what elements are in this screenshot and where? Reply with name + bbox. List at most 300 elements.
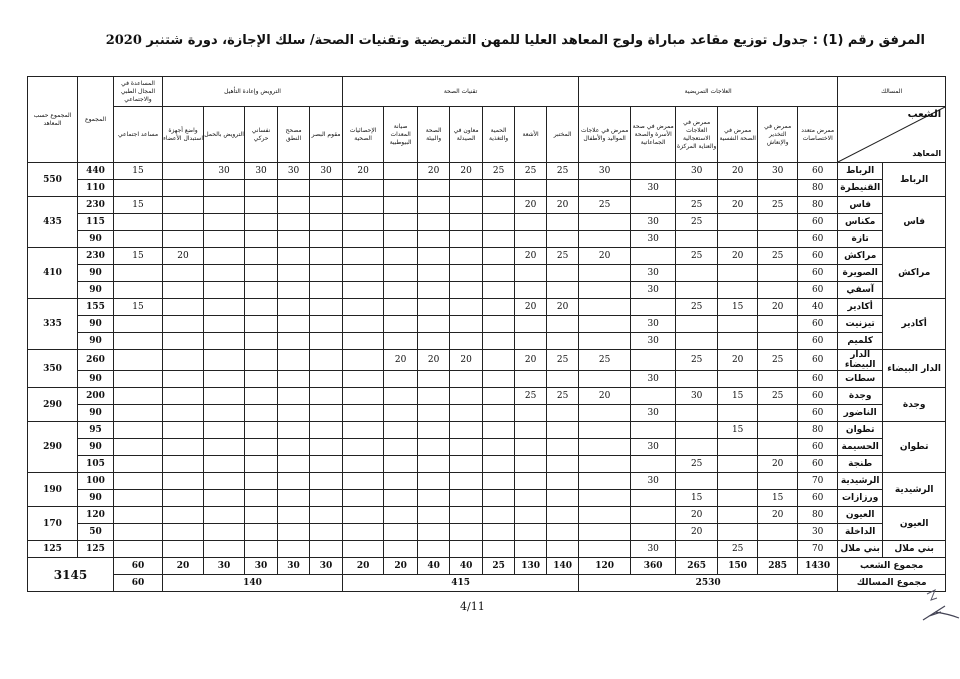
rehab-seat-cell bbox=[163, 197, 204, 214]
health-tech-seat-cell bbox=[384, 299, 418, 316]
health-tech-seat-cell bbox=[343, 265, 384, 282]
rehab-seat-cell bbox=[278, 333, 310, 350]
nursing-seat-cell: 25 bbox=[676, 197, 718, 214]
nursing-seat-cell bbox=[579, 405, 631, 422]
row-total-cell: 260 bbox=[78, 350, 114, 371]
health-tech-seat-cell bbox=[343, 231, 384, 248]
social-seat-cell bbox=[114, 180, 163, 197]
health-tech-branch-total: 20 bbox=[343, 558, 384, 575]
nursing-seat-cell: 20 bbox=[758, 299, 798, 316]
institute-cell: الحسيمة bbox=[838, 439, 883, 456]
nursing-seat-cell bbox=[718, 371, 758, 388]
nursing-seat-cell bbox=[631, 248, 676, 265]
health-tech-seat-cell bbox=[384, 333, 418, 350]
rehab-seat-cell bbox=[310, 473, 343, 490]
nursing-seat-cell: 20 bbox=[676, 524, 718, 541]
nursing-seat-cell bbox=[631, 350, 676, 371]
nursing-seat-cell: 80 bbox=[798, 197, 838, 214]
health-tech-seat-cell bbox=[515, 316, 547, 333]
health-tech-seat-cell bbox=[450, 490, 483, 507]
nursing-seat-cell bbox=[758, 473, 798, 490]
health-tech-seat-cell: 25 bbox=[547, 248, 579, 265]
table-row bbox=[28, 214, 946, 231]
nursing-seat-cell: 25 bbox=[676, 214, 718, 231]
rehab-seat-cell bbox=[163, 541, 204, 558]
region-cell: العيون bbox=[883, 507, 946, 541]
nursing-seat-cell: 20 bbox=[718, 350, 758, 371]
rehab-seat-cell bbox=[278, 541, 310, 558]
health-tech-seat-cell bbox=[483, 541, 515, 558]
column-header-social: مساعد اجتماعي bbox=[114, 107, 163, 163]
nursing-seat-cell bbox=[718, 507, 758, 524]
rehab-seat-cell bbox=[204, 231, 245, 248]
rehab-seat-cell bbox=[310, 316, 343, 333]
nursing-seat-cell: 30 bbox=[631, 282, 676, 299]
health-tech-seat-cell bbox=[343, 541, 384, 558]
nursing-seat-cell: 30 bbox=[631, 439, 676, 456]
rehab-group-header: الترويض وإعادة التأهيل bbox=[163, 77, 343, 107]
institute-total-cell: 410 bbox=[28, 248, 78, 299]
health-tech-seat-cell: 20 bbox=[450, 163, 483, 180]
nursing-seat-cell: 25 bbox=[758, 388, 798, 405]
health-tech-seat-cell bbox=[384, 422, 418, 439]
branch-label: الشعب bbox=[907, 109, 942, 120]
health-tech-seat-cell bbox=[343, 214, 384, 231]
rehab-seat-cell bbox=[245, 333, 278, 350]
rehab-seat-cell bbox=[204, 371, 245, 388]
rehab-seat-cell bbox=[163, 507, 204, 524]
nursing-seat-cell: 30 bbox=[631, 333, 676, 350]
rehab-seat-cell bbox=[204, 197, 245, 214]
health-tech-seat-cell bbox=[418, 524, 450, 541]
health-tech-seat-cell bbox=[384, 473, 418, 490]
nursing-seat-cell: 30 bbox=[631, 214, 676, 231]
social-seat-cell bbox=[114, 490, 163, 507]
health-tech-seat-cell bbox=[450, 197, 483, 214]
rehab-seat-cell bbox=[245, 439, 278, 456]
nursing-seat-cell bbox=[631, 197, 676, 214]
nursing-seat-cell: 30 bbox=[631, 405, 676, 422]
rehab-seat-cell bbox=[245, 231, 278, 248]
rehab-seat-cell bbox=[163, 439, 204, 456]
health-tech-seat-cell bbox=[418, 473, 450, 490]
nursing-seat-cell bbox=[579, 214, 631, 231]
region-cell: وجدة bbox=[883, 388, 946, 422]
health-tech-seat-cell bbox=[418, 333, 450, 350]
health-tech-seat-cell bbox=[418, 388, 450, 405]
row-total-cell: 90 bbox=[78, 316, 114, 333]
rehab-seat-cell bbox=[245, 473, 278, 490]
nursing-branch-total: 285 bbox=[758, 558, 798, 575]
branch-totals-row bbox=[28, 558, 946, 575]
institute-total-cell: 125 bbox=[28, 541, 78, 558]
column-header-nursing: ممرض في صحة الأسرة والصحة الجماعاتية bbox=[631, 107, 676, 163]
track-totals-row bbox=[28, 575, 946, 592]
health-tech-seat-cell bbox=[343, 316, 384, 333]
column-header-rehab: مصحح النطق bbox=[278, 107, 310, 163]
nursing-seat-cell bbox=[631, 524, 676, 541]
rehab-seat-cell bbox=[310, 422, 343, 439]
health-tech-seat-cell bbox=[418, 248, 450, 265]
row-total-cell: 230 bbox=[78, 197, 114, 214]
social-seat-cell bbox=[114, 524, 163, 541]
nursing-seat-cell bbox=[579, 316, 631, 333]
row-total-cell: 100 bbox=[78, 473, 114, 490]
health-tech-seat-cell: 25 bbox=[515, 388, 547, 405]
health-tech-seat-cell bbox=[384, 456, 418, 473]
column-header-health-tech: الإحصائيات الصحية bbox=[343, 107, 384, 163]
rehab-seat-cell bbox=[245, 456, 278, 473]
social-seat-cell: 15 bbox=[114, 197, 163, 214]
health-tech-seat-cell bbox=[450, 541, 483, 558]
health-tech-seat-cell bbox=[418, 180, 450, 197]
health-tech-seat-cell bbox=[515, 282, 547, 299]
health-tech-seat-cell: 20 bbox=[343, 163, 384, 180]
health-tech-seat-cell bbox=[515, 541, 547, 558]
row-total-cell: 90 bbox=[78, 265, 114, 282]
row-total-cell: 90 bbox=[78, 439, 114, 456]
nursing-seat-cell: 20 bbox=[718, 197, 758, 214]
table-row bbox=[28, 388, 946, 405]
table-row bbox=[28, 473, 946, 490]
health-tech-seat-cell bbox=[418, 439, 450, 456]
health-tech-seat-cell bbox=[547, 541, 579, 558]
rehab-seat-cell bbox=[204, 388, 245, 405]
health-tech-seat-cell bbox=[384, 388, 418, 405]
nursing-seat-cell: 20 bbox=[718, 163, 758, 180]
column-header-nursing: ممرض في الصحة النفسية bbox=[718, 107, 758, 163]
nursing-seat-cell bbox=[758, 265, 798, 282]
rehab-seat-cell bbox=[278, 405, 310, 422]
nursing-seat-cell: 60 bbox=[798, 371, 838, 388]
institute-cell: الرباط bbox=[838, 163, 883, 180]
row-total-cell: 155 bbox=[78, 299, 114, 316]
institute-cell: سطات bbox=[838, 371, 883, 388]
nursing-seat-cell bbox=[718, 316, 758, 333]
nursing-seat-cell bbox=[579, 456, 631, 473]
rehab-seat-cell bbox=[163, 316, 204, 333]
health-tech-seat-cell bbox=[343, 439, 384, 456]
health-tech-seat-cell bbox=[418, 456, 450, 473]
rehab-seat-cell bbox=[163, 388, 204, 405]
institute-cell: القنيطرة bbox=[838, 180, 883, 197]
region-cell: أكادير bbox=[883, 299, 946, 350]
rehab-seat-cell bbox=[310, 490, 343, 507]
rehab-branch-total: 30 bbox=[310, 558, 343, 575]
column-header-nursing: ممرض متعدد الاختصاصات bbox=[798, 107, 838, 163]
health-tech-seat-cell bbox=[547, 422, 579, 439]
rehab-seat-cell bbox=[245, 316, 278, 333]
rehab-seat-cell bbox=[278, 507, 310, 524]
social-seat-cell: 15 bbox=[114, 299, 163, 316]
column-header-health-tech: الأشعة bbox=[515, 107, 547, 163]
health-tech-seat-cell bbox=[343, 197, 384, 214]
health-tech-seat-cell bbox=[450, 405, 483, 422]
nursing-seat-cell: 20 bbox=[676, 507, 718, 524]
health-tech-seat-cell bbox=[515, 524, 547, 541]
health-tech-seat-cell: 20 bbox=[515, 248, 547, 265]
health-tech-seat-cell bbox=[418, 265, 450, 282]
institute-cell: مراكش bbox=[838, 248, 883, 265]
health-tech-seat-cell bbox=[483, 197, 515, 214]
rehab-branch-total: 30 bbox=[204, 558, 245, 575]
row-total-cell: 115 bbox=[78, 214, 114, 231]
rehab-seat-cell bbox=[310, 197, 343, 214]
health-tech-seat-cell bbox=[418, 214, 450, 231]
track-totals-label: مجموع المسالك bbox=[838, 575, 946, 592]
health-tech-seat-cell bbox=[418, 541, 450, 558]
rehab-seat-cell bbox=[245, 299, 278, 316]
nursing-seat-cell bbox=[579, 422, 631, 439]
nursing-seat-cell bbox=[758, 371, 798, 388]
health-tech-seat-cell bbox=[483, 405, 515, 422]
health-tech-track-total: 415 bbox=[343, 575, 579, 592]
row-total-cell: 440 bbox=[78, 163, 114, 180]
nursing-seat-cell: 60 bbox=[798, 439, 838, 456]
health-tech-seat-cell bbox=[547, 282, 579, 299]
rehab-seat-cell bbox=[245, 388, 278, 405]
nursing-seat-cell: 30 bbox=[676, 163, 718, 180]
social-group-header: المساعدة في المجال الطبي والاجتماعي bbox=[114, 77, 163, 107]
health-tech-seat-cell bbox=[515, 439, 547, 456]
rehab-seat-cell bbox=[278, 371, 310, 388]
rehab-seat-cell bbox=[278, 524, 310, 541]
institute-cell: الداخلة bbox=[838, 524, 883, 541]
health-tech-seat-cell bbox=[450, 388, 483, 405]
institute-cell: الصويرة bbox=[838, 265, 883, 282]
health-tech-branch-total: 25 bbox=[483, 558, 515, 575]
rehab-track-total: 140 bbox=[163, 575, 343, 592]
health-tech-seat-cell bbox=[547, 456, 579, 473]
health-tech-seat-cell bbox=[483, 507, 515, 524]
rehab-seat-cell bbox=[163, 350, 204, 371]
nursing-seat-cell bbox=[676, 422, 718, 439]
nursing-seat-cell: 70 bbox=[798, 473, 838, 490]
nursing-seat-cell: 80 bbox=[798, 507, 838, 524]
nursing-seat-cell bbox=[676, 541, 718, 558]
table-row bbox=[28, 507, 946, 524]
social-seat-cell bbox=[114, 371, 163, 388]
nursing-seat-cell bbox=[758, 231, 798, 248]
rehab-seat-cell bbox=[310, 180, 343, 197]
health-tech-seat-cell bbox=[547, 405, 579, 422]
table-row bbox=[28, 163, 946, 180]
health-tech-seat-cell bbox=[384, 231, 418, 248]
health-tech-seat-cell bbox=[515, 422, 547, 439]
health-tech-seat-cell bbox=[547, 473, 579, 490]
social-seat-cell bbox=[114, 507, 163, 524]
nursing-seat-cell bbox=[579, 282, 631, 299]
rehab-seat-cell: 30 bbox=[204, 163, 245, 180]
rehab-seat-cell bbox=[310, 248, 343, 265]
nursing-seat-cell bbox=[579, 439, 631, 456]
nursing-seat-cell: 30 bbox=[631, 541, 676, 558]
table-row bbox=[28, 299, 946, 316]
nursing-seat-cell: 60 bbox=[798, 490, 838, 507]
nursing-seat-cell: 30 bbox=[631, 473, 676, 490]
nursing-seat-cell bbox=[676, 473, 718, 490]
health-tech-seat-cell bbox=[483, 524, 515, 541]
region-cell: فاس bbox=[883, 197, 946, 248]
nursing-seat-cell: 60 bbox=[798, 231, 838, 248]
health-tech-seat-cell bbox=[384, 180, 418, 197]
column-header-nursing: ممرض في العلاجات الاستعجالية والعناية المركزة bbox=[676, 107, 718, 163]
column-header-nursing: ممرض في التخدير والإنعاش bbox=[758, 107, 798, 163]
health-tech-seat-cell bbox=[384, 282, 418, 299]
social-track-total: 60 bbox=[114, 575, 163, 592]
health-tech-seat-cell bbox=[384, 371, 418, 388]
row-total-cell: 200 bbox=[78, 388, 114, 405]
rehab-seat-cell bbox=[245, 180, 278, 197]
table-row bbox=[28, 316, 946, 333]
institute-cell: تطوان bbox=[838, 422, 883, 439]
health-tech-seat-cell bbox=[343, 388, 384, 405]
rehab-seat-cell bbox=[163, 371, 204, 388]
health-tech-seat-cell bbox=[450, 524, 483, 541]
rehab-seat-cell bbox=[278, 231, 310, 248]
health-tech-seat-cell bbox=[384, 197, 418, 214]
institute-total-cell: 335 bbox=[28, 299, 78, 350]
health-tech-seat-cell bbox=[515, 180, 547, 197]
nursing-seat-cell bbox=[758, 333, 798, 350]
nursing-seat-cell: 30 bbox=[758, 163, 798, 180]
rehab-seat-cell bbox=[278, 214, 310, 231]
rehab-branch-total: 30 bbox=[245, 558, 278, 575]
nursing-seat-cell: 30 bbox=[798, 524, 838, 541]
nursing-seat-cell bbox=[758, 439, 798, 456]
nursing-seat-cell bbox=[631, 163, 676, 180]
nursing-seat-cell: 60 bbox=[798, 316, 838, 333]
social-seat-cell bbox=[114, 388, 163, 405]
social-seat-cell bbox=[114, 473, 163, 490]
health-tech-seat-cell bbox=[343, 333, 384, 350]
nursing-seat-cell bbox=[718, 490, 758, 507]
nursing-seat-cell bbox=[631, 490, 676, 507]
column-header-nursing: ممرض في علاجات المواليد والأطفال bbox=[579, 107, 631, 163]
rehab-seat-cell bbox=[163, 524, 204, 541]
table-row bbox=[28, 282, 946, 299]
nursing-seat-cell bbox=[579, 507, 631, 524]
rehab-seat-cell bbox=[245, 214, 278, 231]
rehab-seat-cell bbox=[204, 282, 245, 299]
region-cell: الدار البيضاء bbox=[883, 350, 946, 388]
table-row bbox=[28, 422, 946, 439]
rehab-seat-cell bbox=[163, 473, 204, 490]
health-tech-seat-cell bbox=[343, 473, 384, 490]
health-tech-branch-total: 130 bbox=[515, 558, 547, 575]
rehab-seat-cell bbox=[204, 541, 245, 558]
rehab-seat-cell bbox=[278, 422, 310, 439]
nursing-seat-cell bbox=[676, 231, 718, 248]
nursing-seat-cell bbox=[579, 231, 631, 248]
institute-cell: وجدة bbox=[838, 388, 883, 405]
nursing-seat-cell bbox=[579, 473, 631, 490]
nursing-seat-cell: 20 bbox=[579, 388, 631, 405]
nursing-seat-cell: 60 bbox=[798, 265, 838, 282]
nursing-seat-cell: 25 bbox=[676, 248, 718, 265]
nursing-seat-cell: 25 bbox=[758, 197, 798, 214]
row-total-cell: 110 bbox=[78, 180, 114, 197]
nursing-seat-cell: 15 bbox=[718, 299, 758, 316]
rehab-seat-cell bbox=[163, 265, 204, 282]
health-tech-seat-cell: 25 bbox=[547, 163, 579, 180]
table-row bbox=[28, 524, 946, 541]
health-tech-branch-total: 140 bbox=[547, 558, 579, 575]
institute-total-cell: 170 bbox=[28, 507, 78, 541]
rehab-seat-cell bbox=[163, 456, 204, 473]
rehab-seat-cell bbox=[204, 456, 245, 473]
health-tech-seat-cell bbox=[450, 422, 483, 439]
institute-cell: العيون bbox=[838, 507, 883, 524]
institute-cell: الرشيدية bbox=[838, 473, 883, 490]
region-cell: الرشيدية bbox=[883, 473, 946, 507]
health-tech-seat-cell bbox=[547, 507, 579, 524]
institute-cell: الدار البيضاء bbox=[838, 350, 883, 371]
health-tech-seat-cell bbox=[450, 248, 483, 265]
rehab-seat-cell bbox=[310, 282, 343, 299]
rehab-seat-cell bbox=[278, 265, 310, 282]
health-tech-seat-cell bbox=[515, 456, 547, 473]
region-header: المسالك bbox=[838, 77, 946, 107]
health-tech-seat-cell bbox=[450, 473, 483, 490]
health-tech-branch-total: 40 bbox=[450, 558, 483, 575]
row-total-cell: 95 bbox=[78, 422, 114, 439]
total-by-institute-header: المجموع حسب المعاهد bbox=[28, 77, 78, 163]
nursing-seat-cell bbox=[718, 282, 758, 299]
nursing-seat-cell bbox=[718, 231, 758, 248]
nursing-seat-cell bbox=[631, 422, 676, 439]
health-tech-seat-cell bbox=[384, 214, 418, 231]
nursing-seat-cell: 40 bbox=[798, 299, 838, 316]
nursing-seat-cell: 15 bbox=[718, 422, 758, 439]
nursing-seat-cell bbox=[758, 316, 798, 333]
health-tech-seat-cell bbox=[384, 163, 418, 180]
health-tech-seat-cell bbox=[343, 524, 384, 541]
nursing-seat-cell bbox=[718, 265, 758, 282]
health-tech-seat-cell bbox=[384, 248, 418, 265]
social-seat-cell: 15 bbox=[114, 248, 163, 265]
row-total-cell: 90 bbox=[78, 490, 114, 507]
grand-total-cell: 3145 bbox=[28, 558, 114, 592]
table-row bbox=[28, 231, 946, 248]
rehab-seat-cell bbox=[310, 507, 343, 524]
rehab-seat-cell bbox=[310, 439, 343, 456]
health-tech-seat-cell bbox=[547, 180, 579, 197]
rehab-seat-cell bbox=[310, 265, 343, 282]
health-tech-seat-cell bbox=[450, 439, 483, 456]
table-row bbox=[28, 180, 946, 197]
nursing-seat-cell: 25 bbox=[579, 197, 631, 214]
social-seat-cell bbox=[114, 405, 163, 422]
nursing-seat-cell: 20 bbox=[718, 248, 758, 265]
institute-total-cell: 435 bbox=[28, 197, 78, 248]
health-tech-seat-cell bbox=[483, 180, 515, 197]
nursing-seat-cell: 60 bbox=[798, 333, 838, 350]
rehab-seat-cell bbox=[204, 507, 245, 524]
nursing-seat-cell: 30 bbox=[631, 371, 676, 388]
health-tech-seat-cell bbox=[547, 265, 579, 282]
rehab-branch-total: 30 bbox=[278, 558, 310, 575]
row-total-cell: 105 bbox=[78, 456, 114, 473]
health-tech-seat-cell bbox=[483, 231, 515, 248]
nursing-seat-cell bbox=[579, 541, 631, 558]
row-total-cell: 50 bbox=[78, 524, 114, 541]
institute-total-cell: 190 bbox=[28, 473, 78, 507]
nursing-seat-cell bbox=[676, 333, 718, 350]
health-tech-seat-cell bbox=[515, 265, 547, 282]
nursing-seat-cell: 25 bbox=[718, 541, 758, 558]
health-tech-seat-cell bbox=[343, 456, 384, 473]
